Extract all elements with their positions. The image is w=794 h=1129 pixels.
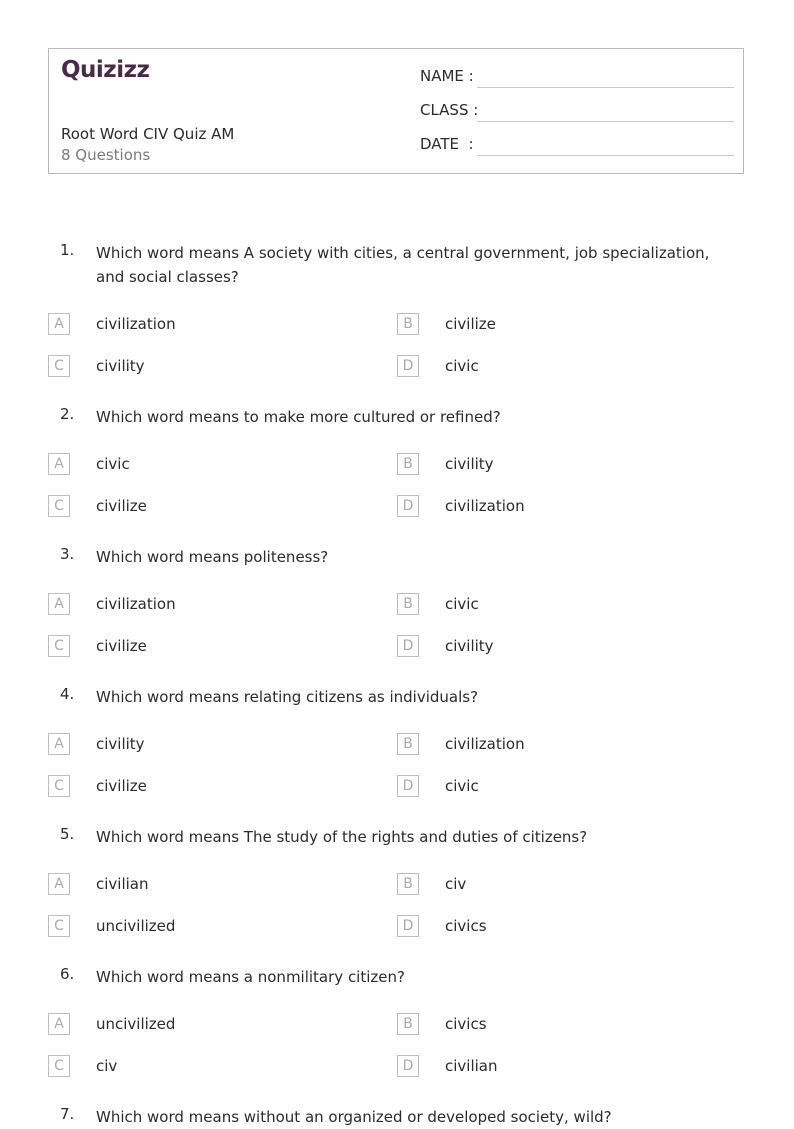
question-text: Which word means The study of the rights and duties of citizens? bbox=[96, 828, 588, 846]
question-number: 3. bbox=[60, 545, 75, 563]
option-a[interactable] bbox=[48, 593, 348, 617]
option-letter-box: C bbox=[48, 355, 70, 377]
option-letter-box: A bbox=[48, 1013, 70, 1035]
option-letter-box: A bbox=[48, 313, 70, 335]
option-text: civilian bbox=[445, 1057, 498, 1075]
option-c[interactable] bbox=[48, 355, 348, 379]
option-letter-box: A bbox=[48, 453, 70, 475]
question-number: 1. bbox=[60, 241, 75, 259]
option-letter-box: B bbox=[397, 1013, 419, 1035]
option-text: civilization bbox=[445, 735, 525, 753]
option-text: civilize bbox=[96, 777, 147, 795]
class-line[interactable] bbox=[477, 121, 734, 122]
option-letter-box: A bbox=[48, 873, 70, 895]
option-letter-box: D bbox=[397, 355, 419, 377]
option-text: civility bbox=[445, 455, 494, 473]
question-text: Which word means A society with cities, a central government, job specialization, and social classes? bbox=[96, 244, 710, 286]
option-text: uncivilized bbox=[96, 917, 176, 935]
option-b[interactable] bbox=[397, 453, 697, 477]
option-letter-box: D bbox=[397, 775, 419, 797]
question-text: Which word means a nonmilitary citizen? bbox=[96, 968, 405, 986]
option-text: civilize bbox=[445, 315, 496, 333]
option-letter-box: B bbox=[397, 733, 419, 755]
option-letter-box: D bbox=[397, 495, 419, 517]
name-label: NAME : bbox=[420, 67, 474, 85]
option-c[interactable] bbox=[48, 495, 348, 519]
option-a[interactable] bbox=[48, 313, 348, 337]
name-line[interactable] bbox=[477, 87, 734, 88]
date-label: DATE : bbox=[420, 135, 474, 153]
option-b[interactable] bbox=[397, 313, 697, 337]
option-text: uncivilized bbox=[96, 1015, 176, 1033]
option-d[interactable] bbox=[397, 635, 697, 659]
option-text: civilization bbox=[445, 497, 525, 515]
option-text: civics bbox=[445, 1015, 487, 1033]
question-number: 7. bbox=[60, 1105, 75, 1123]
option-text: civic bbox=[445, 357, 479, 375]
option-b[interactable] bbox=[397, 1013, 697, 1037]
question-count: 8 Questions bbox=[61, 146, 151, 164]
option-letter-box: C bbox=[48, 775, 70, 797]
option-letter-box: C bbox=[48, 915, 70, 937]
option-letter-box: B bbox=[397, 453, 419, 475]
option-letter-box: B bbox=[397, 593, 419, 615]
option-letter-box: C bbox=[48, 1055, 70, 1077]
question-number: 2. bbox=[60, 405, 75, 423]
option-letter-box: A bbox=[48, 593, 70, 615]
option-d[interactable] bbox=[397, 495, 697, 519]
option-c[interactable] bbox=[48, 775, 348, 799]
option-c[interactable] bbox=[48, 635, 348, 659]
option-text: civic bbox=[96, 455, 130, 473]
option-text: civics bbox=[445, 917, 487, 935]
option-c[interactable] bbox=[48, 915, 348, 939]
option-text: civilize bbox=[96, 637, 147, 655]
question-text: Which word means to make more cultured or refined? bbox=[96, 408, 501, 426]
option-text: civ bbox=[96, 1057, 118, 1075]
quizizz-logo: Quizizz bbox=[61, 57, 150, 83]
question-text: Which word means politeness? bbox=[96, 548, 329, 566]
option-text: civilization bbox=[96, 595, 176, 613]
option-a[interactable] bbox=[48, 873, 348, 897]
option-text: civilize bbox=[96, 497, 147, 515]
option-b[interactable] bbox=[397, 733, 697, 757]
option-text: civic bbox=[445, 595, 479, 613]
option-b[interactable] bbox=[397, 593, 697, 617]
date-line[interactable] bbox=[477, 155, 734, 156]
date-field[interactable] bbox=[420, 135, 734, 159]
option-a[interactable] bbox=[48, 733, 348, 757]
question-number: 5. bbox=[60, 825, 75, 843]
worksheet-header bbox=[48, 48, 744, 174]
question-text: Which word means without an organized or developed society, wild? bbox=[96, 1108, 612, 1126]
option-d[interactable] bbox=[397, 775, 697, 799]
quiz-title: Root Word CIV Quiz AM bbox=[61, 125, 235, 143]
option-d[interactable] bbox=[397, 1055, 697, 1079]
option-text: civic bbox=[445, 777, 479, 795]
option-text: civilization bbox=[96, 315, 176, 333]
option-text: civility bbox=[96, 735, 145, 753]
option-letter-box: C bbox=[48, 495, 70, 517]
option-letter-box: A bbox=[48, 733, 70, 755]
option-letter-box: B bbox=[397, 873, 419, 895]
option-letter-box: D bbox=[397, 1055, 419, 1077]
question-number: 6. bbox=[60, 965, 75, 983]
option-letter-box: C bbox=[48, 635, 70, 657]
option-b[interactable] bbox=[397, 873, 697, 897]
name-field[interactable] bbox=[420, 67, 734, 91]
option-letter-box: D bbox=[397, 635, 419, 657]
option-text: civilian bbox=[96, 875, 149, 893]
option-letter-box: D bbox=[397, 915, 419, 937]
option-a[interactable] bbox=[48, 453, 348, 477]
option-text: civ bbox=[445, 875, 467, 893]
option-text: civility bbox=[445, 637, 494, 655]
option-a[interactable] bbox=[48, 1013, 348, 1037]
option-letter-box: B bbox=[397, 313, 419, 335]
question-number: 4. bbox=[60, 685, 75, 703]
option-text: civility bbox=[96, 357, 145, 375]
class-field[interactable] bbox=[420, 101, 734, 125]
class-label: CLASS : bbox=[420, 101, 479, 119]
option-d[interactable] bbox=[397, 915, 697, 939]
question-text: Which word means relating citizens as individuals? bbox=[96, 688, 479, 706]
option-d[interactable] bbox=[397, 355, 697, 379]
option-c[interactable] bbox=[48, 1055, 348, 1079]
